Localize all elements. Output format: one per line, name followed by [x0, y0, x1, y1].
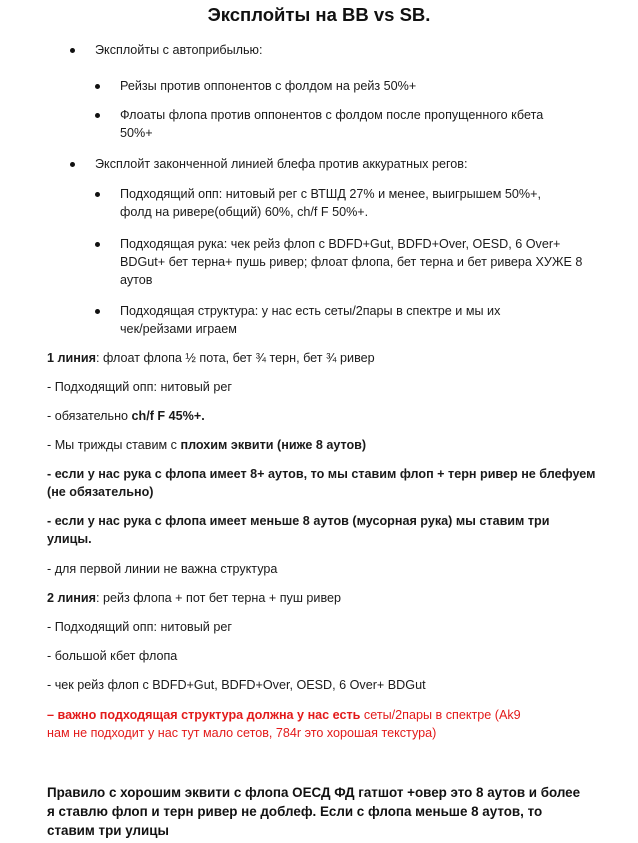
line1-thrice-bold: плохим эквити (ниже 8 аутов)	[180, 438, 367, 452]
line2-warning-line-1	[47, 707, 521, 724]
bullet-dot	[95, 84, 100, 89]
line1-must-value: ch/f F 45%+.	[131, 409, 205, 423]
bullet-dot	[70, 162, 75, 167]
line2-heading	[47, 590, 341, 607]
line1-must-text: - обязательно	[47, 409, 132, 423]
line2-warning-text: сеты/2пары в спектре (Ak9	[360, 708, 521, 722]
bullet-dot	[95, 309, 100, 314]
rule-line-2: я ставлю флоп и терн ривер не доблеф. Если с флопа меньше 8 аутов, то	[47, 804, 543, 819]
line1-heading-text: : флоат флопа ½ пота, бет ¾ терн, бет ¾ ривер	[95, 351, 375, 365]
line1-if8-line-2	[47, 484, 153, 501]
bullet-opp-line-1: Подходящий опп: нитовый рег с ВТШД 27% и менее, выигрышем 50%+,	[120, 187, 541, 201]
line1-less8-text-2: улицы.	[47, 532, 92, 546]
line2-checkraise: - чек рейз флоп с BDFD+Gut, BDFD+Over, OESD, 6 Over+ BDGut	[47, 678, 426, 692]
line1-opp: - Подходящий опп: нитовый рег	[47, 380, 232, 394]
bullet-structure-line-1: Подходящая структура: у нас есть сеты/2пары в спектре и мы их	[120, 304, 501, 318]
bullet-floats-line-2: 50%+	[120, 126, 153, 140]
line1-less8-line-1	[47, 513, 549, 530]
line2-heading-label: 2 линия	[47, 591, 96, 605]
bullet-floats-line-1: Флоаты флопа против оппонентов с фолдом после пропущенного кбета	[120, 108, 544, 122]
rule-line-1: Правило с хорошим эквити с флопа ОЕСД ФД гатшот +овер это 8 аутов и более	[47, 785, 581, 800]
line1-heading-label: 1 линия	[47, 351, 96, 365]
line1-heading	[47, 350, 375, 367]
rule-line-3: ставим три улицы	[47, 823, 169, 838]
line1-less8-text-1: - если у нас рука с флопа имеет меньше 8 аутов (мусорная рука) мы ставим три	[47, 514, 550, 528]
line2-opp: - Подходящий опп: нитовый рег	[47, 620, 232, 634]
bullet-opp-line-2: фолд на ривере(общий) 60%, ch/f F 50%+.	[120, 205, 369, 219]
bullet-hand-line-2: BDGut+ бет терна+ пушь ривер; флоат флопа, бет терна и бет ривера ХУЖЕ 8	[120, 255, 583, 269]
line1-if8-text-1: - если у нас рука с флопа имеет 8+ аутов, то мы ставим флоп + терн ривер не блефуем	[47, 467, 596, 481]
bullet-dot	[95, 113, 100, 118]
bullet-structure-line-2: чек/рейзами играем	[120, 322, 237, 336]
line2-cbet: - большой кбет флопа	[47, 649, 178, 663]
bullet-hand-line-3: аутов	[120, 273, 153, 287]
bullet-raises: Рейзы против оппонентов с фолдом на рейз 50%+	[120, 79, 417, 93]
line2-warning-line-2: нам не подходит у нас тут мало сетов, 784r это хорошая текстура)	[47, 726, 437, 740]
bullet-hand-line-1: Подходящая рука: чек рейз флоп с BDFD+Gut, BDFD+Over, OESD, 6 Over+	[120, 237, 561, 251]
line1-less8-line-2	[47, 531, 92, 548]
line1-must	[47, 408, 205, 425]
line1-thrice	[47, 437, 366, 454]
page-title: Эксплойты на BB vs SB.	[207, 4, 431, 25]
line1-if8-line-1	[47, 466, 595, 483]
bullet-dot	[70, 48, 75, 53]
bullet-auto-profit: Эксплойты с автоприбылью:	[95, 43, 263, 57]
bullet-dot	[95, 242, 100, 247]
line1-thrice-text: - Мы трижды ставим с	[47, 438, 181, 452]
bullet-bluff-line-exploit: Эксплойт законченной линией блефа против аккуратных регов:	[95, 157, 468, 171]
line1-if8-text-2: (не обязательно)	[47, 485, 154, 499]
bullet-dot	[95, 192, 100, 197]
line2-warning-bold: – важно подходящая структура должна у нас есть	[47, 708, 361, 722]
line1-structure: - для первой линии не важна структура	[47, 562, 278, 576]
line2-heading-text: : рейз флопа + пот бет терна + пуш ривер	[95, 591, 342, 605]
